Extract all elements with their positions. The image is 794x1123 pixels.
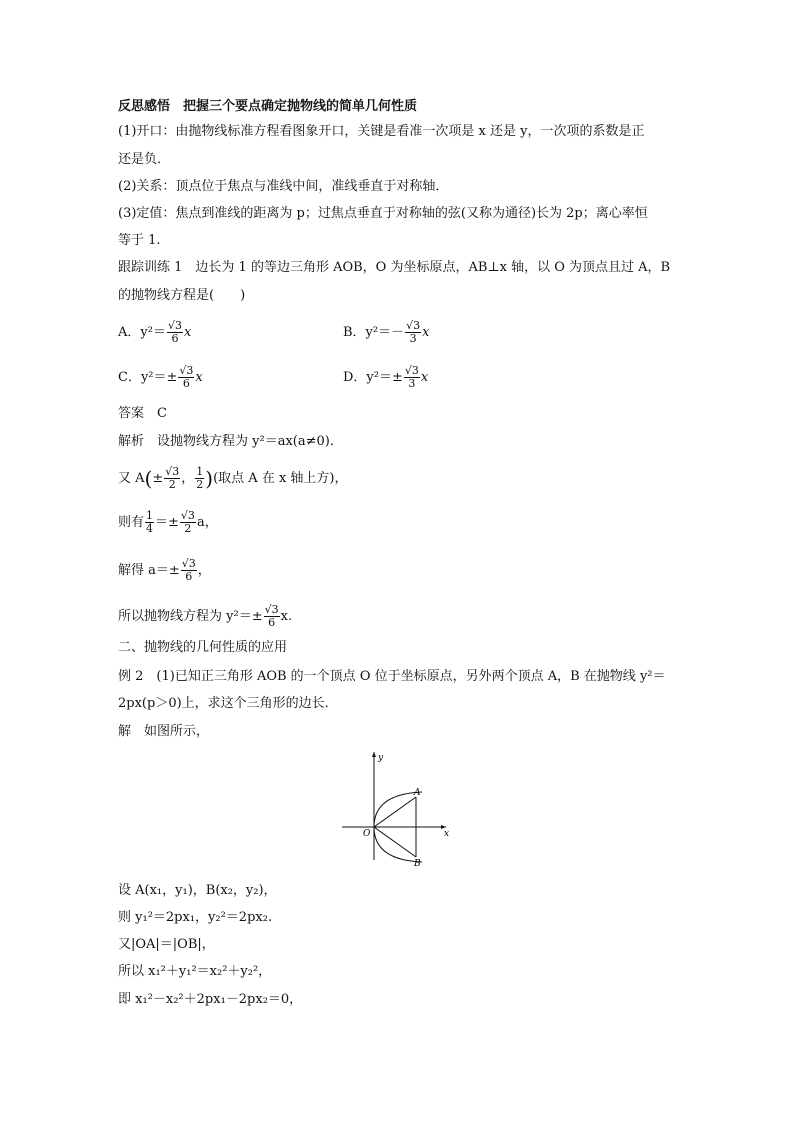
numerator: √3 (179, 364, 194, 377)
text: a， (196, 515, 218, 530)
solution-intro: 解 如图所示， (118, 724, 210, 739)
numerator: √3 (264, 603, 279, 616)
fraction (164, 466, 180, 491)
left-paren: ( (144, 466, 153, 491)
option-b (343, 320, 429, 345)
denominator: 3 (409, 332, 417, 345)
text: x. (280, 609, 293, 624)
suoyi-line (118, 604, 678, 629)
denominator: 6 (268, 616, 276, 629)
fraction (195, 466, 204, 491)
numerator: √3 (180, 509, 195, 522)
reflect-heading: 反思感悟 把握三个要点确定抛物线的简单几何性质 (118, 99, 418, 114)
plus-minus: ± (152, 471, 164, 486)
denominator: 2 (168, 478, 176, 491)
point-2: (2)关系：顶点位于焦点与准线中间，准线垂直于对称轴． (118, 179, 449, 194)
variable-x: x (420, 370, 429, 385)
option-a-prefix: A．y²＝ (118, 325, 166, 340)
set-points: 设 A(x₁，y₁)，B(x₂，y₂)， (118, 883, 277, 898)
denominator: 4 (146, 522, 154, 535)
side-OA (374, 797, 416, 827)
text: 解得 a＝± (118, 563, 180, 578)
option-d-prefix: D．y²＝± (343, 370, 403, 385)
option-d (343, 365, 428, 390)
denominator: 6 (185, 570, 193, 583)
text: 所以抛物线方程为 y²＝± (118, 609, 263, 624)
text: (取点 A 在 x 轴上方)， (213, 471, 348, 486)
practice-line-2: 的抛物线方程是( ) (118, 288, 246, 303)
option-c-prefix: C．y²＝± (118, 370, 178, 385)
fraction (405, 320, 421, 345)
option-c (118, 365, 203, 390)
numerator: √3 (167, 319, 182, 332)
numerator: √3 (404, 364, 419, 377)
so-equation: 所以 x₁²＋y₁²＝x₂²＋y₂²， (118, 964, 272, 979)
fraction (167, 320, 183, 345)
fraction (181, 558, 197, 583)
text: ＝± (155, 515, 179, 530)
right-paren: ) (205, 466, 214, 491)
denominator: 6 (171, 332, 179, 345)
example-2-line-1: 例 2 (1)已知正三角形 AOB 的一个顶点 O 位于坐标原点，另外两个顶点 A，B 在抛物线 y²＝ (118, 669, 666, 684)
text: 又 A (118, 471, 145, 486)
denominator: 6 (182, 377, 190, 390)
fraction (404, 365, 420, 390)
numerator: √3 (406, 319, 421, 332)
point-3-line-1: (3)定值：焦点到准线的距离为 p；过焦点垂直于对称轴的弦(又称为通径)长为 2p；离心率恒 (118, 206, 648, 221)
equal-lengths: 又|OA|＝|OB|， (118, 937, 215, 952)
point-1-line-2: 还是负． (118, 152, 171, 167)
point-B-label: B (414, 859, 421, 866)
denominator: 3 (408, 377, 416, 390)
variable-x: x (183, 325, 192, 340)
denominator: 2 (196, 478, 204, 491)
example-2-line-2: 2px(p＞0)上，求这个三角形的边长． (118, 696, 338, 711)
fraction (178, 365, 194, 390)
y-label: y (378, 753, 384, 763)
parabola-figure (338, 748, 456, 866)
y-axis-arrow (372, 752, 376, 757)
denominator: 2 (184, 522, 192, 535)
numerator: 1 (146, 509, 154, 522)
analysis: 解析 设抛物线方程为 y²＝ax(a≠0)． (118, 434, 343, 449)
zeyou-line (118, 510, 678, 535)
origin-label: O (363, 829, 371, 839)
text: ， (197, 563, 211, 578)
numerator: 1 (196, 465, 204, 478)
text: 则有 (118, 515, 145, 530)
variable-x: x (195, 370, 203, 385)
side-OB (374, 827, 416, 857)
point-3-line-2: 等于 1. (118, 233, 161, 248)
fraction (180, 510, 196, 535)
fraction (264, 604, 280, 629)
numerator: √3 (181, 557, 196, 570)
practice-line-1: 跟踪训练 1 边长为 1 的等边三角形 AOB，O 为坐标原点，AB⊥x 轴，以 O 为顶点且过 A，B (118, 260, 671, 275)
x-label: x (444, 829, 450, 839)
option-a (118, 320, 191, 345)
point-1-line-1: (1)开口：由抛物线标准方程看图象开口，关键是看准一次项是 x 还是 y，一次项的系数是正 (118, 124, 645, 139)
fraction (145, 510, 154, 535)
comma: ， (181, 471, 195, 486)
numerator: √3 (165, 465, 180, 478)
section-2-heading: 二、抛物线的几何性质的应用 (118, 640, 288, 655)
ie-equation: 即 x₁²－x₂²＋2px₁－2px₂＝0， (118, 992, 303, 1007)
option-b-prefix: B．y²＝－ (343, 325, 405, 340)
then-equations: 则 y₁²＝2px₁，y₂²＝2px₂. (118, 910, 273, 925)
point-A-label: A (414, 788, 421, 798)
you-a-line (118, 466, 678, 491)
jiede-line (118, 558, 678, 583)
variable-x: x (422, 325, 430, 340)
answer: 答案 C (118, 406, 167, 421)
